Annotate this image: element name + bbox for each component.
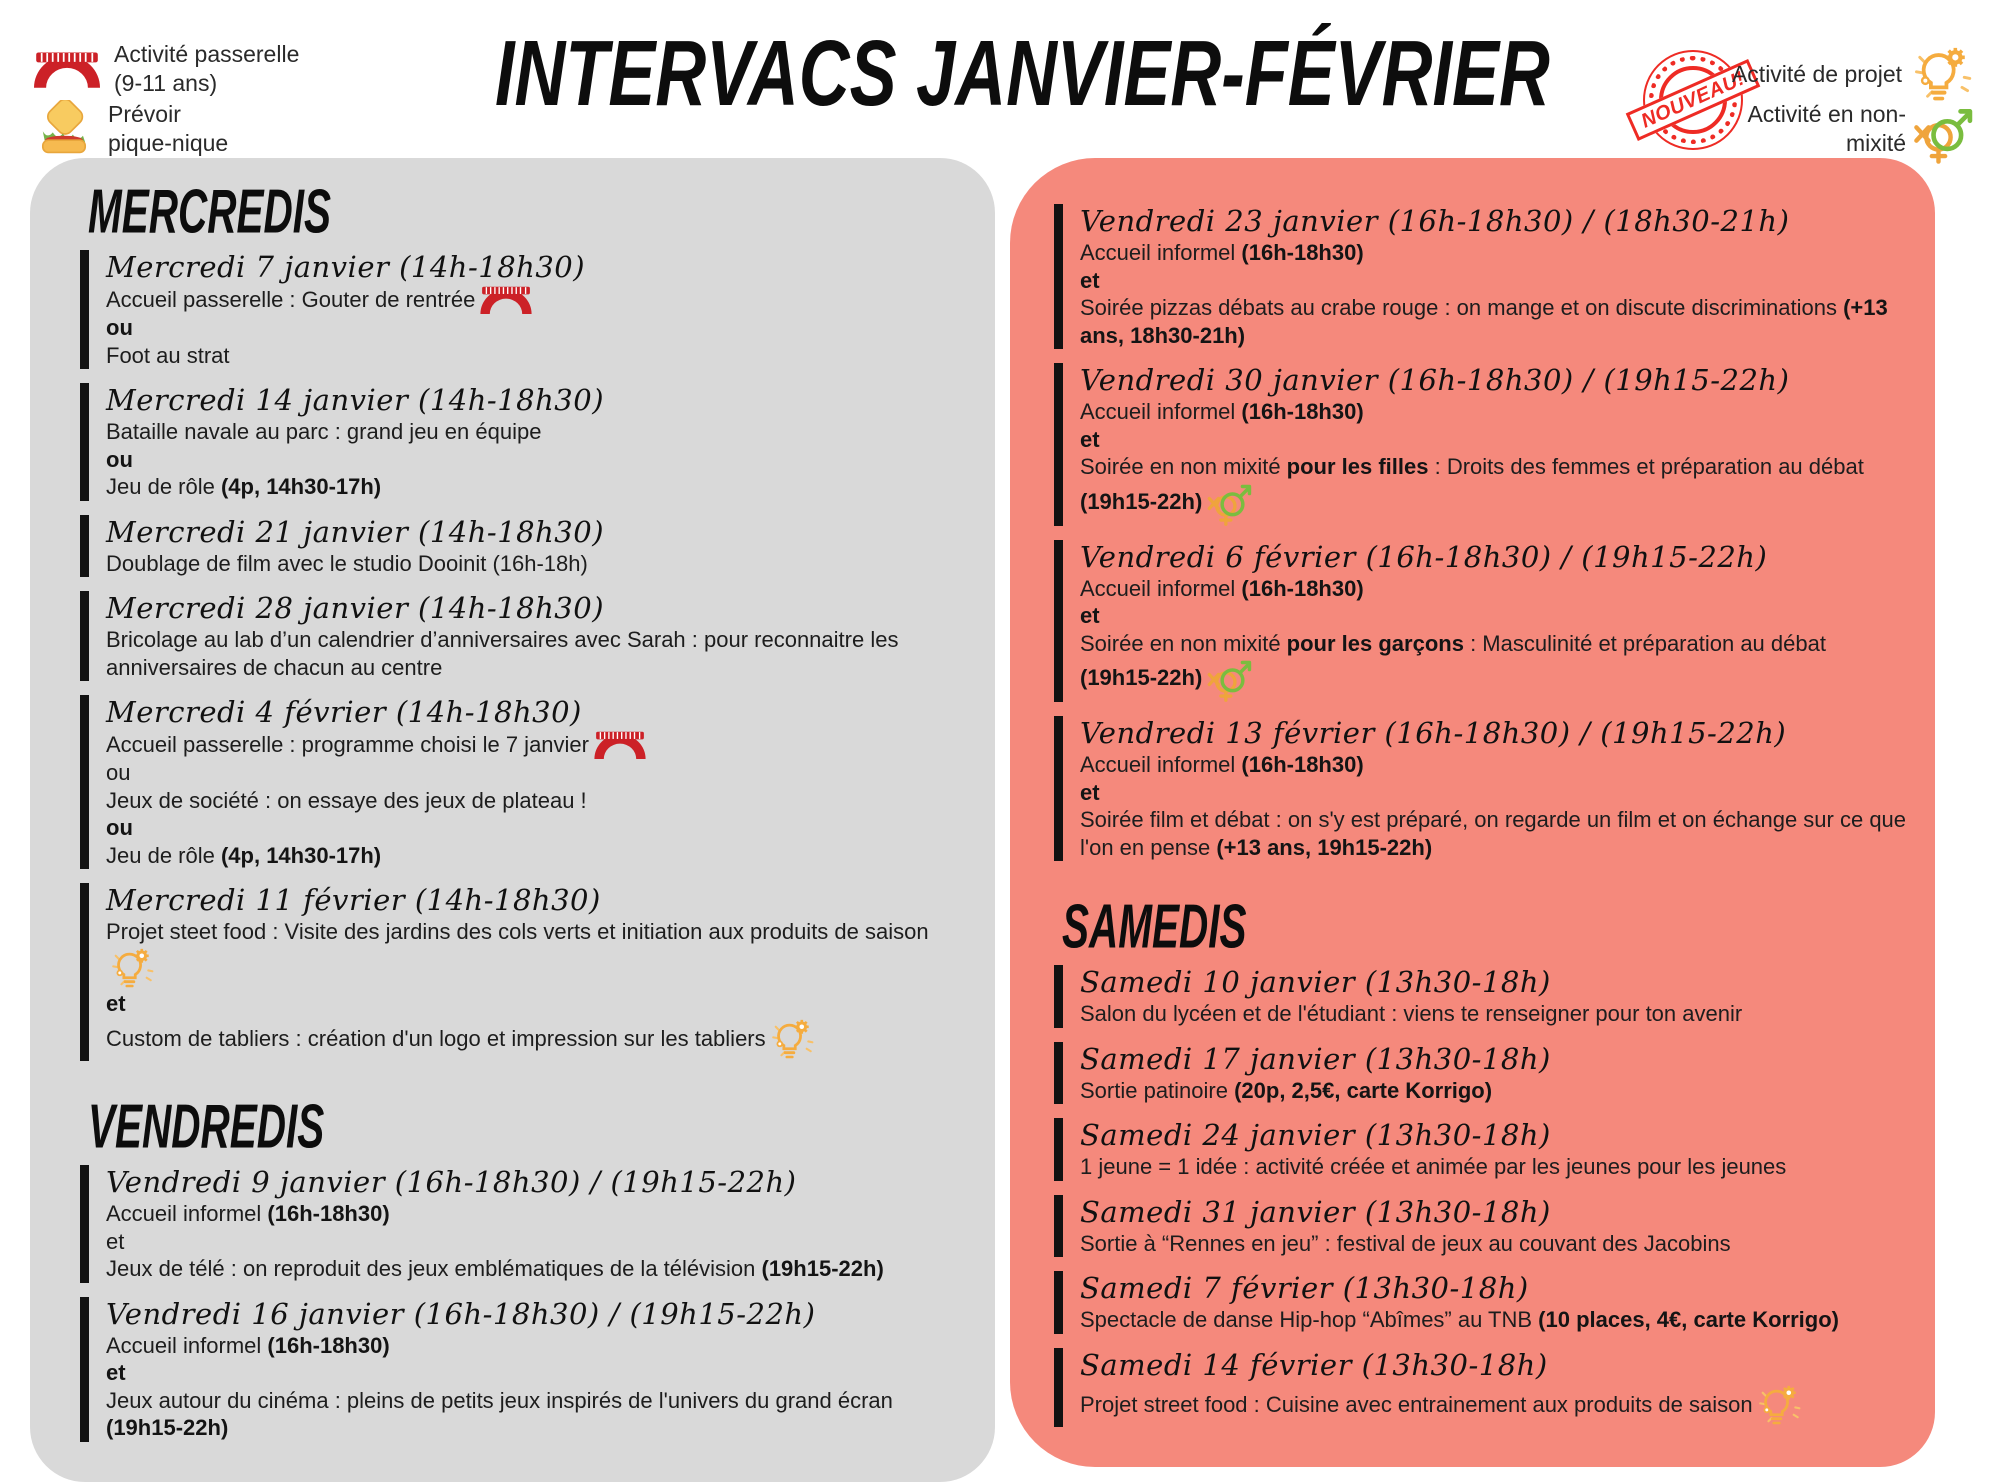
entry-text: Jeu de rôle <box>106 474 221 499</box>
entry-text: et <box>106 990 126 1016</box>
entry-text: (16h-18h30) <box>1241 575 1364 601</box>
entry-text: Custom de tabliers : création d'un logo et impression sur les tabliers <box>106 1026 766 1051</box>
entry-text: Soirée en non mixité <box>1080 454 1287 479</box>
entry-date: Samedi 7 février (13h30-18h) <box>1080 1271 1529 1305</box>
entry-text: (+13 ans, 18h30-21h) <box>1080 295 1888 348</box>
entry-text: (16h-18h30) <box>1241 399 1364 424</box>
entry-text: Sortie à “Rennes en jeu” : festival de jeux au couvant des Jacobins <box>1080 1230 1731 1256</box>
entry-line <box>106 314 971 342</box>
entry-text: et <box>106 1360 126 1385</box>
entry-date: Samedi 17 janvier (13h30-18h) <box>1080 1041 1551 1076</box>
entry-line <box>1080 1077 1909 1105</box>
legend-picnic <box>34 100 228 158</box>
nonmix-icon <box>1912 104 1976 164</box>
schedule-entry <box>1054 716 1909 861</box>
entry-date: Mercredi 14 janvier (14h-18h30) <box>106 383 605 417</box>
schedule-entry <box>1054 965 1909 1028</box>
fridays-saturdays-panel <box>1010 158 1935 1467</box>
entry-text: (19h15-22h) <box>1080 488 1203 514</box>
legend-passerelle-line1: Activité passerelle <box>114 41 300 67</box>
entry-line <box>1080 1153 1909 1181</box>
entry-text: (4p, 14h30-17h) <box>220 842 382 868</box>
entry-line <box>1080 426 1909 454</box>
entry-text: et <box>1080 603 1100 628</box>
entry-text: et <box>1080 426 1100 452</box>
project-icon <box>1757 1383 1801 1427</box>
schedule-entry <box>80 250 971 369</box>
entry-text: Sortie patinoire <box>1080 1077 1235 1103</box>
stamp-label: NOUVEAU! <box>1637 66 1748 133</box>
entry-text: Accueil informel <box>1080 240 1242 265</box>
entry-line <box>1080 779 1909 807</box>
schedule-entry <box>80 591 971 681</box>
entry-line <box>1080 806 1909 861</box>
entry-line <box>106 1200 971 1228</box>
entry-line <box>106 842 971 870</box>
legend-project-label: Activité de projet <box>1731 60 1902 87</box>
entry-text: (20p, 2,5€, carte Korrigo) <box>1234 1077 1493 1103</box>
legend-project <box>1732 44 1972 104</box>
entry-line <box>106 626 971 681</box>
entry-text: Bataille navale au parc : grand jeu en équipe <box>106 419 542 444</box>
entry-text: Accueil passerelle : Gouter de rentrée <box>106 287 476 312</box>
schedule-entry <box>1054 1118 1909 1181</box>
entry-text: Salon du lycéen et de l'étudiant : viens te renseigner pour ton avenir <box>1080 1001 1743 1026</box>
entry-text: ou <box>106 760 131 785</box>
entry-date: Samedi 14 février (13h30-18h) <box>1080 1347 1548 1382</box>
section-heading: VENDREDIS <box>88 1092 325 1162</box>
entry-text: et <box>1080 267 1100 293</box>
schedule-entry <box>1054 1195 1909 1258</box>
bridge-icon <box>480 285 532 314</box>
legend-picnic-label <box>108 100 228 158</box>
entry-date: Mercredi 4 février (14h-18h30) <box>106 695 582 729</box>
entry-line <box>106 1387 971 1442</box>
entry-text: pour les garçons <box>1286 630 1464 656</box>
nonmix-icon <box>1206 657 1254 702</box>
entry-line <box>106 787 971 815</box>
entry-date: Mercredi 28 janvier (14h-18h30) <box>106 591 605 625</box>
entry-date: Mercredi 7 janvier (14h-18h30) <box>106 250 586 284</box>
entry-text: ou <box>106 815 133 840</box>
schedule-entry <box>80 383 971 501</box>
entry-text: (10 places, 4€, carte Korrigo) <box>1538 1307 1839 1332</box>
entry-text: ou <box>106 446 133 472</box>
entry-line <box>1080 294 1909 349</box>
entry-text: (4p, 14h30-17h) <box>220 474 382 499</box>
entry-line <box>1080 1230 1909 1258</box>
schedule-entry <box>80 695 971 869</box>
entry-line <box>106 342 971 370</box>
entry-text: Projet steet food : Visite des jardins des cols verts et initiation aux produits de saison <box>106 919 929 944</box>
schedule-entry <box>1054 540 1909 703</box>
entry-line <box>106 759 971 787</box>
entry-line <box>106 1017 971 1061</box>
section-heading: MERCREDIS <box>88 177 332 247</box>
legend-passerelle-label <box>114 40 299 98</box>
entry-line <box>106 1255 971 1283</box>
sandwich-icon <box>34 100 94 158</box>
legend-nonmix <box>1747 100 1976 164</box>
entry-line <box>106 285 971 314</box>
entry-text: Doublage de film avec le studio Dooinit (16h-18h) <box>106 550 588 576</box>
entry-text: (+13 ans, 19h15-22h) <box>1216 834 1433 860</box>
entry-date: Vendredi 13 février (16h-18h30) / (19h15-22h) <box>1080 716 1787 750</box>
entry-line <box>1080 398 1909 426</box>
entry-line <box>1080 630 1909 703</box>
page-title: INTERVACS JANVIER-FÉVRIER <box>495 21 1550 125</box>
schedule-entry <box>80 515 971 578</box>
entry-line <box>1080 267 1909 295</box>
entry-text: Accueil informel <box>1080 575 1242 601</box>
schedule-entry <box>1054 1348 1909 1427</box>
schedule-entry <box>80 1297 971 1442</box>
entry-line <box>106 418 971 446</box>
entry-text: : Droits des femmes et préparation au débat <box>1428 454 1864 479</box>
entry-text: Soirée film et débat : on s'y est préparé, on regarde un film et on échange sur ce que l'on en pense <box>1080 807 1907 860</box>
entry-text: Bricolage au lab d’un calendrier d’anniversaires avec Sarah : pour reconnaitre les anniversaires de chacun au centre <box>106 627 899 680</box>
entry-line <box>1080 602 1909 630</box>
entry-text: Accueil passerelle : programme choisi le 7 janvier <box>106 732 589 757</box>
entry-date: Vendredi 30 janvier (16h-18h30) / (19h15-22h) <box>1080 363 1790 397</box>
schedule-entry <box>1054 1271 1909 1334</box>
legend-passerelle <box>34 40 299 98</box>
entry-line <box>1080 1000 1909 1028</box>
entry-text: Jeux de société : on essaye des jeux de plateau ! <box>106 787 587 813</box>
entry-text: Accueil informel <box>1080 399 1242 424</box>
entry-date: Samedi 10 janvier (13h30-18h) <box>1080 965 1551 999</box>
entry-text: Jeux autour du cinéma : pleins de petits jeux inspirés de l'univers du grand écran <box>106 1387 893 1413</box>
entry-text: Spectacle de danse Hip-hop “Abîmes” au TNB <box>1080 1307 1539 1332</box>
entry-text: Accueil informel <box>1080 752 1242 777</box>
nonmix-icon <box>1206 481 1254 526</box>
entry-text: (16h-18h30) <box>267 1201 390 1226</box>
entry-text: (16h-18h30) <box>1241 240 1364 265</box>
entry-line <box>106 730 971 759</box>
entry-text: Accueil informel <box>106 1332 268 1358</box>
legend-passerelle-line2: (9-11 ans) <box>114 70 218 96</box>
entry-text: Foot au strat <box>106 342 230 368</box>
entry-line <box>106 473 971 501</box>
entry-date: Vendredi 6 février (16h-18h30) / (19h15-22h) <box>1080 539 1768 574</box>
entry-line <box>1080 453 1909 526</box>
wednesdays-fridays-panel <box>30 158 995 1482</box>
legend-nonmix-line1: Activité en non- <box>1747 101 1906 127</box>
entry-text: Jeu de rôle <box>106 842 221 868</box>
entry-line <box>1080 1383 1909 1427</box>
schedule-entry <box>1054 363 1909 526</box>
entry-date: Vendredi 9 janvier (16h-18h30) / (19h15-22h) <box>106 1165 797 1199</box>
entry-text: ou <box>106 315 133 340</box>
entry-text: (16h-18h30) <box>267 1332 390 1358</box>
entry-text: et <box>106 1228 125 1254</box>
schedule-entry <box>80 1165 971 1283</box>
legend-nonmix-label <box>1747 100 1906 158</box>
entry-text: (19h15-22h) <box>106 1415 229 1440</box>
legend-picnic-line2: pique-nique <box>108 130 229 156</box>
entry-text: 1 jeune = 1 idée : activité créée et animée par les jeunes pour les jeunes <box>1080 1154 1787 1179</box>
entry-text: (16h-18h30) <box>1241 752 1364 777</box>
entry-date: Vendredi 23 janvier (16h-18h30) / (18h30-21h) <box>1080 204 1790 238</box>
entry-date: Vendredi 16 janvier (16h-18h30) / (19h15-22h) <box>106 1296 816 1331</box>
entry-text: : Masculinité et préparation au débat <box>1463 630 1826 656</box>
legend-picnic-line1: Prévoir <box>108 101 181 127</box>
entry-text: Soirée pizzas débats au crabe rouge : on mange et on discute discriminations <box>1080 295 1844 320</box>
entry-line <box>106 1332 971 1360</box>
entry-text: Projet street food : Cuisine avec entrainement aux produits de saison <box>1080 1391 1753 1417</box>
project-icon <box>1912 44 1972 104</box>
project-icon <box>110 946 154 990</box>
entry-line <box>106 990 971 1018</box>
entry-date: Mercredi 21 janvier (14h-18h30) <box>106 514 605 549</box>
entry-line <box>1080 1306 1909 1334</box>
entry-line <box>106 550 971 578</box>
entry-line <box>106 446 971 474</box>
entry-line <box>106 1359 971 1387</box>
schedule-entry <box>1054 204 1909 349</box>
entry-line <box>106 814 971 842</box>
entry-text: et <box>1080 779 1100 805</box>
entry-line <box>106 918 971 990</box>
entry-text: (19h15-22h) <box>761 1256 884 1281</box>
entry-date: Mercredi 11 février (14h-18h30) <box>106 883 601 917</box>
entry-date: Samedi 31 janvier (13h30-18h) <box>1080 1194 1551 1229</box>
bridge-icon <box>594 730 646 759</box>
schedule-entry <box>1054 1042 1909 1105</box>
bridge-icon <box>34 50 100 88</box>
section-heading: SAMEDIS <box>1062 892 1247 962</box>
legend-nonmix-line2: mixité <box>1845 130 1906 156</box>
entry-text: Jeux de télé : on reproduit des jeux emblématiques de la télévision <box>106 1256 762 1281</box>
entry-line <box>1080 751 1909 779</box>
entry-date: Samedi 24 janvier (13h30-18h) <box>1080 1118 1551 1152</box>
entry-text: Soirée en non mixité <box>1080 630 1287 656</box>
nouveau-stamp <box>1637 50 1748 150</box>
entry-text: (19h15-22h) <box>1080 665 1203 690</box>
entry-text: Accueil informel <box>106 1201 268 1226</box>
entry-line <box>1080 239 1909 267</box>
entry-line <box>106 1228 971 1256</box>
project-icon <box>770 1017 814 1061</box>
entry-line <box>1080 575 1909 603</box>
entry-text: pour les filles <box>1286 454 1429 479</box>
schedule-entry <box>80 883 971 1061</box>
